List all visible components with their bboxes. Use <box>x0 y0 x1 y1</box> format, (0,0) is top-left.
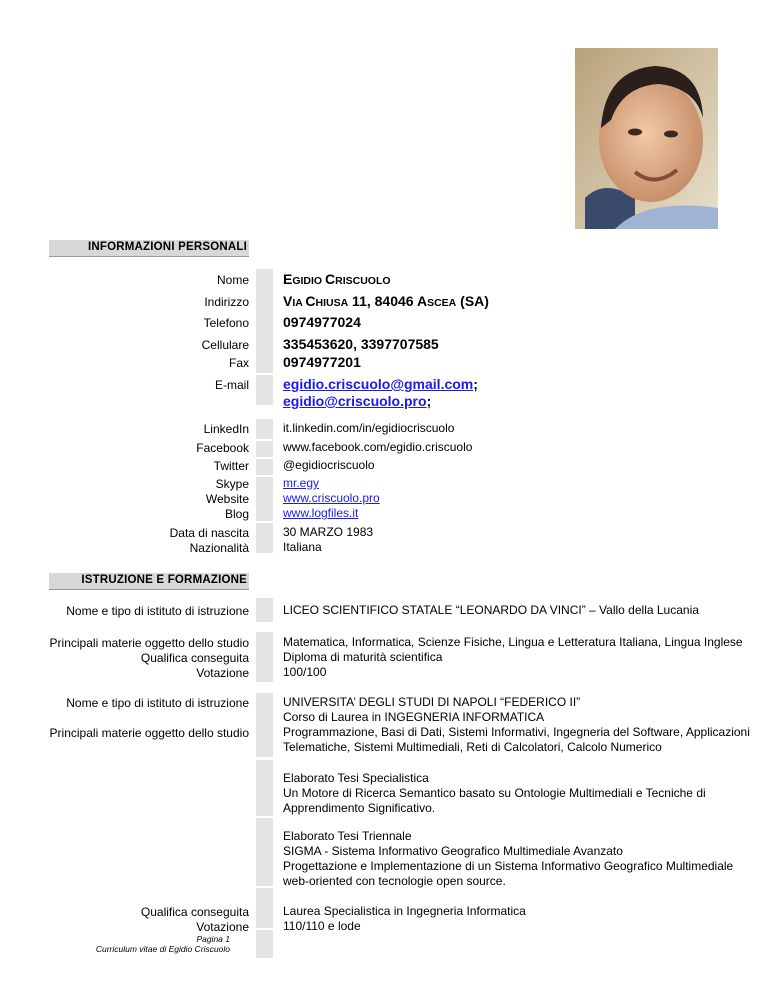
bar <box>256 269 273 373</box>
label-qualifica-1: Qualifica conseguita <box>140 651 249 665</box>
value-votazione-1: 100/100 <box>283 665 327 679</box>
label-votazione-1: Votazione <box>196 666 249 680</box>
bar <box>256 459 273 475</box>
tesi-spec-line1: Un Motore di Ricerca Semantico basato su Ontologie Multimediali e Tecniche di <box>283 786 706 800</box>
label-blog: Blog <box>224 507 249 521</box>
skype-link[interactable]: mr.egy <box>283 476 320 490</box>
value-materie-2b: Telematiche, Sistemi Multimediali, Reti di Calcolatori, Calcolo Numerico <box>283 740 662 754</box>
label-votazione-2: Votazione <box>196 920 249 934</box>
label-nazionalita: Nazionalità <box>189 541 249 555</box>
bar <box>256 693 273 757</box>
value-qualifica-1: Diploma di maturità scientifica <box>283 650 443 664</box>
tesi-tri-title: Elaborato Tesi Triennale <box>283 829 412 843</box>
label-istituto-2: Nome e tipo di istituto di istruzione <box>66 696 249 710</box>
tesi-tri-line2: Progettazione e Implementazione di un Sistema Informativo Geografico Multimediale <box>283 859 734 873</box>
section-header-personal <box>49 240 249 257</box>
value-indirizzo: VIA CHIUSA 11, 84046 ASCEA (SA) <box>283 293 489 309</box>
value-cellulare: 335453620, 3397707585 <box>283 336 439 352</box>
bar <box>256 441 273 457</box>
value-universita: UNIVERSITA’ DEGLI STUDI DI NAPOLI “FEDERICO II” <box>283 695 581 709</box>
value-nome: EGIDIO CRISCUOLO <box>283 271 391 287</box>
label-fax: Fax <box>228 356 249 370</box>
value-qualifica-2: Laurea Specialistica in Ingegneria Informatica <box>283 904 526 918</box>
label-telefono: Telefono <box>203 316 249 330</box>
label-cellulare: Cellulare <box>201 338 249 352</box>
tesi-tri-line1: SIGMA - Sistema Informativo Geografico Multimediale Avanzato <box>283 844 623 858</box>
profile-photo <box>575 48 718 229</box>
label-twitter: Twitter <box>213 459 249 473</box>
tesi-tri-line3: web-oriented con tecnologie open source. <box>283 874 506 888</box>
section-title: INFORMAZIONI PERSONALI <box>87 241 247 253</box>
value-materie-1: Matematica, Informatica, Scienze Fisiche, Lingua e Letteratura Italiana, Lingua Inglese <box>283 635 743 649</box>
bar <box>256 523 273 553</box>
tesi-spec-title: Elaborato Tesi Specialistica <box>283 771 429 785</box>
bar <box>256 930 273 958</box>
footer <box>0 934 230 954</box>
footer-page: Pagina 1 <box>196 934 230 944</box>
footer-title: Curriculum vitae di Egidio Criscuolo <box>95 944 230 954</box>
label-materie-1: Principali materie oggetto dello studio <box>49 636 249 650</box>
label-istituto-1: Nome e tipo di istituto di istruzione <box>66 604 249 618</box>
value-nascita: 30 MARZO 1983 <box>283 525 374 539</box>
bar <box>256 419 273 439</box>
bar <box>256 760 273 816</box>
section-title: ISTRUZIONE E FORMAZIONE <box>81 574 247 586</box>
tesi-spec-line2: Apprendimento Significativo. <box>283 801 436 815</box>
value-email: egidio.criscuolo@gmail.com; egidio@criscuolo.pro; <box>283 376 478 409</box>
label-materie-2: Principali materie oggetto dello studio <box>49 726 249 740</box>
label-linkedin: LinkedIn <box>203 422 249 436</box>
value-linkedin: it.linkedin.com/in/egidiocriscuolo <box>283 421 455 435</box>
bar <box>256 888 273 928</box>
label-indirizzo: Indirizzo <box>204 295 249 309</box>
bar <box>256 375 273 405</box>
label-nome: Nome <box>216 273 249 287</box>
label-skype: Skype <box>215 477 249 491</box>
label-website: Website <box>205 492 249 506</box>
bar <box>256 818 273 886</box>
value-nazionalita: Italiana <box>283 540 322 554</box>
label-facebook: Facebook <box>196 441 249 455</box>
label-email: E-mail <box>214 378 249 392</box>
value-votazione-2: 110/110 e lode <box>283 919 361 933</box>
bar <box>256 477 273 521</box>
value-facebook: www.facebook.com/egidio.criscuolo <box>283 440 473 454</box>
value-twitter: @egidiocriscuolo <box>283 458 375 472</box>
website-link[interactable]: www.criscuolo.pro <box>283 491 380 505</box>
blog-link[interactable]: www.logfiles.it <box>283 506 359 520</box>
value-telefono: 0974977024 <box>283 314 361 330</box>
bar <box>256 598 273 622</box>
label-nascita: Data di nascita <box>169 526 249 540</box>
value-fax: 0974977201 <box>283 354 361 370</box>
value-corso: Corso di Laurea in INGEGNERIA INFORMATICA <box>283 710 545 724</box>
portrait-image <box>575 48 718 229</box>
label-qualifica-2: Qualifica conseguita <box>140 905 249 919</box>
value-istituto-1: LICEO SCIENTIFICO STATALE “LEONARDO DA VINCI” – Vallo della Lucania <box>283 603 699 617</box>
value-materie-2: Programmazione, Basi di Dati, Sistemi Informativi, Ingegneria del Software, Applicazioni <box>283 725 750 739</box>
bar <box>256 632 273 682</box>
email-link-1[interactable]: egidio.criscuolo@gmail.com <box>283 376 474 392</box>
email-link-2[interactable]: egidio@criscuolo.pro <box>283 393 427 409</box>
section-header-education <box>49 573 249 590</box>
